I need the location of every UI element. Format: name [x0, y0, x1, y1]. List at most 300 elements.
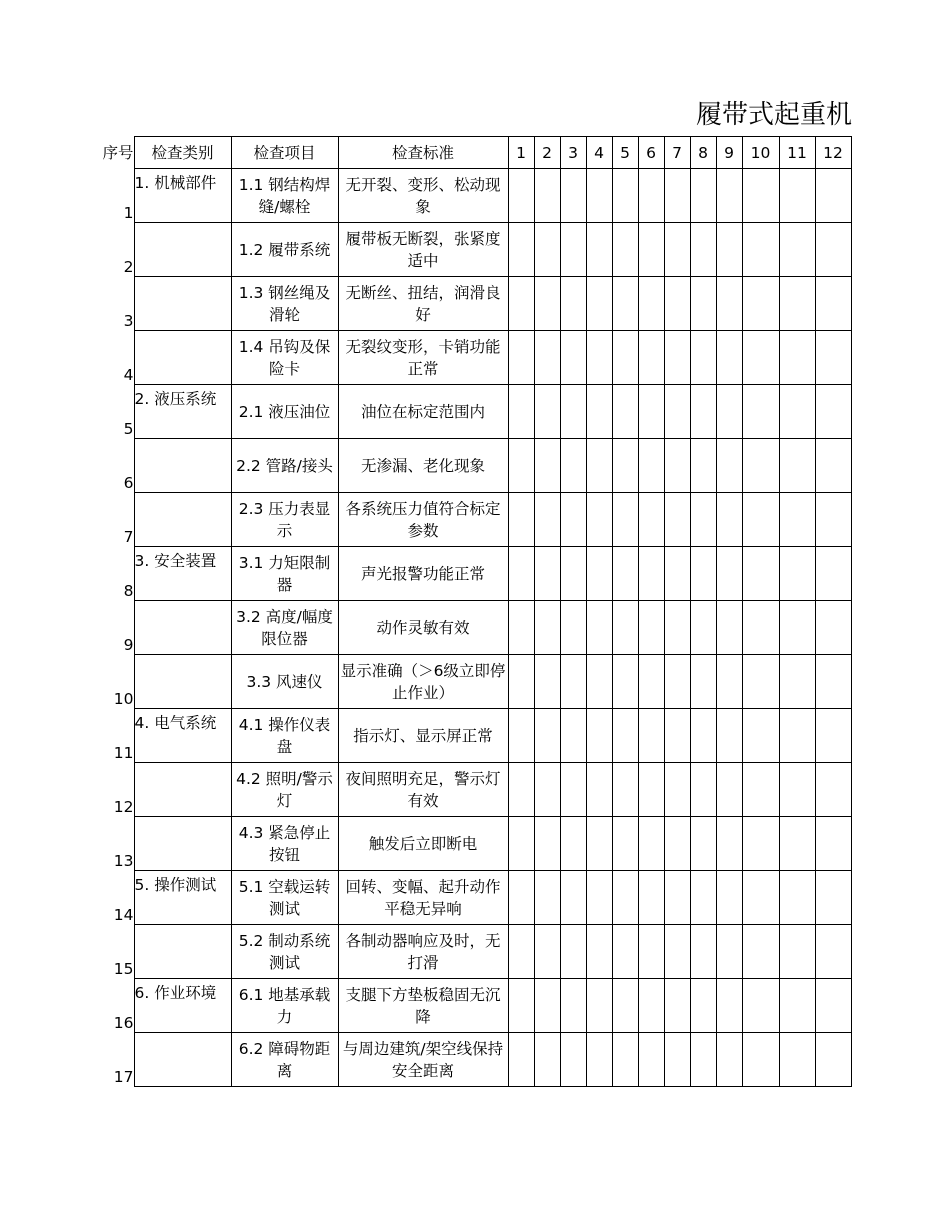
check-cell-day-7[interactable] [664, 601, 690, 655]
check-cell-day-11[interactable] [779, 493, 815, 547]
header-day-1: 1 [508, 137, 534, 169]
row-seq: 11 [113, 743, 134, 762]
check-cell-day-6[interactable] [638, 871, 664, 925]
table-row [83, 871, 851, 925]
check-cell-day-7[interactable] [664, 277, 690, 331]
check-cell-day-7[interactable] [664, 655, 690, 709]
check-cell-day-3[interactable] [560, 925, 586, 979]
row-category [134, 925, 231, 979]
sheet-title: 履带式起重机 [695, 100, 852, 130]
check-cell-day-2[interactable] [534, 277, 560, 331]
check-cell-day-8[interactable] [690, 871, 716, 925]
table-row [83, 493, 851, 547]
check-cell-day-11[interactable] [779, 709, 815, 763]
check-cell-day-3[interactable] [560, 979, 586, 1033]
row-standard: 回转、变幅、起升动作平稳无异响 [338, 871, 508, 925]
row-item: 1.4 吊钩及保险卡 [231, 331, 338, 385]
check-cell-day-1[interactable] [508, 385, 534, 439]
check-cell-day-11[interactable] [779, 439, 815, 493]
row-seq: 3 [123, 311, 134, 330]
check-cell-day-11[interactable] [779, 763, 815, 817]
row-seq: 13 [113, 851, 134, 870]
check-cell-day-2[interactable] [534, 871, 560, 925]
check-cell-day-10[interactable] [742, 601, 779, 655]
row-category-label: 1. 机械部件 [134, 173, 217, 192]
check-cell-day-3[interactable] [560, 385, 586, 439]
check-cell-day-7[interactable] [664, 817, 690, 871]
check-cell-day-6[interactable] [638, 277, 664, 331]
row-seq: 15 [113, 959, 134, 978]
check-cell-day-3[interactable] [560, 547, 586, 601]
check-cell-day-4[interactable] [586, 223, 612, 277]
check-cell-day-9[interactable] [716, 871, 742, 925]
check-cell-day-12[interactable] [815, 655, 851, 709]
check-cell-day-12[interactable] [815, 493, 851, 547]
check-cell-day-2[interactable] [534, 169, 560, 223]
check-cell-day-6[interactable] [638, 655, 664, 709]
check-cell-day-5[interactable] [612, 925, 638, 979]
check-cell-day-1[interactable] [508, 277, 534, 331]
row-item: 3.2 高度/幅度限位器 [231, 601, 338, 655]
row-seq: 4 [123, 365, 134, 384]
check-cell-day-6[interactable] [638, 331, 664, 385]
check-cell-day-12[interactable] [815, 277, 851, 331]
check-cell-day-4[interactable] [586, 871, 612, 925]
table-row [83, 1033, 851, 1087]
check-cell-day-3[interactable] [560, 493, 586, 547]
row-category [134, 763, 231, 817]
check-cell-day-5[interactable] [612, 331, 638, 385]
check-cell-day-6[interactable] [638, 493, 664, 547]
row-category [134, 979, 231, 1033]
row-standard: 声光报警功能正常 [338, 547, 508, 601]
check-cell-day-6[interactable] [638, 601, 664, 655]
row-seq: 6 [123, 473, 134, 492]
check-cell-day-10[interactable] [742, 817, 779, 871]
check-cell-day-6[interactable] [638, 763, 664, 817]
check-cell-day-10[interactable] [742, 493, 779, 547]
check-cell-day-9[interactable] [716, 709, 742, 763]
check-cell-day-1[interactable] [508, 547, 534, 601]
check-cell-day-10[interactable] [742, 223, 779, 277]
check-cell-day-7[interactable] [664, 1033, 690, 1087]
row-seq: 7 [123, 527, 134, 546]
check-cell-day-8[interactable] [690, 1033, 716, 1087]
check-cell-day-3[interactable] [560, 871, 586, 925]
check-cell-day-10[interactable] [742, 925, 779, 979]
check-cell-day-12[interactable] [815, 763, 851, 817]
check-cell-day-9[interactable] [716, 547, 742, 601]
check-cell-day-9[interactable] [716, 493, 742, 547]
check-cell-day-1[interactable] [508, 655, 534, 709]
row-item: 4.3 紧急停止按钮 [231, 817, 338, 871]
check-cell-day-11[interactable] [779, 277, 815, 331]
check-cell-day-1[interactable] [508, 979, 534, 1033]
check-cell-day-6[interactable] [638, 1033, 664, 1087]
row-item: 1.2 履带系统 [231, 223, 338, 277]
row-seq: 1 [123, 203, 134, 222]
check-cell-day-8[interactable] [690, 601, 716, 655]
row-seq: 10 [113, 689, 134, 708]
check-cell-day-8[interactable] [690, 493, 716, 547]
check-cell-day-5[interactable] [612, 1033, 638, 1087]
row-category-label: 3. 安全装置 [134, 551, 217, 570]
check-cell-day-5[interactable] [612, 601, 638, 655]
check-cell-day-4[interactable] [586, 655, 612, 709]
check-cell-day-11[interactable] [779, 979, 815, 1033]
check-cell-day-8[interactable] [690, 655, 716, 709]
check-cell-day-12[interactable] [815, 925, 851, 979]
check-cell-day-11[interactable] [779, 655, 815, 709]
row-seq: 12 [113, 797, 134, 816]
row-category [134, 385, 231, 439]
check-cell-day-10[interactable] [742, 277, 779, 331]
table-row [83, 817, 851, 871]
check-cell-day-7[interactable] [664, 871, 690, 925]
check-cell-day-8[interactable] [690, 979, 716, 1033]
check-cell-day-7[interactable] [664, 763, 690, 817]
row-category [134, 655, 231, 709]
check-cell-day-3[interactable] [560, 169, 586, 223]
table-row [83, 385, 851, 439]
check-cell-day-9[interactable] [716, 439, 742, 493]
check-cell-day-2[interactable] [534, 817, 560, 871]
check-cell-day-9[interactable] [716, 331, 742, 385]
check-cell-day-4[interactable] [586, 763, 612, 817]
check-cell-day-5[interactable] [612, 547, 638, 601]
check-cell-day-12[interactable] [815, 817, 851, 871]
row-standard: 触发后立即断电 [338, 817, 508, 871]
check-cell-day-8[interactable] [690, 547, 716, 601]
table-row [83, 439, 851, 493]
check-cell-day-2[interactable] [534, 331, 560, 385]
table-row [83, 277, 851, 331]
check-cell-day-5[interactable] [612, 385, 638, 439]
header-day-6: 6 [638, 137, 664, 169]
check-cell-day-7[interactable] [664, 979, 690, 1033]
check-cell-day-2[interactable] [534, 925, 560, 979]
check-cell-day-3[interactable] [560, 709, 586, 763]
check-cell-day-9[interactable] [716, 601, 742, 655]
check-cell-day-9[interactable] [716, 979, 742, 1033]
check-cell-day-12[interactable] [815, 385, 851, 439]
row-seq: 14 [113, 905, 134, 924]
check-cell-day-3[interactable] [560, 763, 586, 817]
check-cell-day-11[interactable] [779, 169, 815, 223]
check-cell-day-2[interactable] [534, 1033, 560, 1087]
check-cell-day-3[interactable] [560, 331, 586, 385]
check-cell-day-10[interactable] [742, 385, 779, 439]
check-cell-day-8[interactable] [690, 925, 716, 979]
check-cell-day-11[interactable] [779, 871, 815, 925]
check-cell-day-11[interactable] [779, 547, 815, 601]
check-cell-day-12[interactable] [815, 601, 851, 655]
header-day-7: 7 [664, 137, 690, 169]
header-day-5: 5 [612, 137, 638, 169]
row-item: 4.2 照明/警示灯 [231, 763, 338, 817]
table-row [83, 925, 851, 979]
check-cell-day-2[interactable] [534, 763, 560, 817]
check-cell-day-9[interactable] [716, 223, 742, 277]
check-cell-day-2[interactable] [534, 223, 560, 277]
check-cell-day-10[interactable] [742, 655, 779, 709]
row-category-label: 6. 作业环境 [134, 983, 217, 1002]
check-cell-day-12[interactable] [815, 331, 851, 385]
check-cell-day-8[interactable] [690, 277, 716, 331]
check-cell-day-10[interactable] [742, 871, 779, 925]
check-cell-day-4[interactable] [586, 817, 612, 871]
check-cell-day-12[interactable] [815, 223, 851, 277]
check-cell-day-4[interactable] [586, 385, 612, 439]
row-item: 1.3 钢丝绳及滑轮 [231, 277, 338, 331]
check-cell-day-7[interactable] [664, 385, 690, 439]
row-category [134, 709, 231, 763]
check-cell-day-11[interactable] [779, 331, 815, 385]
check-cell-day-9[interactable] [716, 385, 742, 439]
check-cell-day-10[interactable] [742, 709, 779, 763]
check-cell-day-2[interactable] [534, 547, 560, 601]
table-row [83, 763, 851, 817]
check-cell-day-2[interactable] [534, 385, 560, 439]
check-cell-day-8[interactable] [690, 223, 716, 277]
check-cell-day-6[interactable] [638, 817, 664, 871]
row-item: 2.3 压力表显示 [231, 493, 338, 547]
check-cell-day-3[interactable] [560, 439, 586, 493]
check-cell-day-8[interactable] [690, 817, 716, 871]
check-cell-day-1[interactable] [508, 709, 534, 763]
check-cell-day-4[interactable] [586, 709, 612, 763]
check-cell-day-9[interactable] [716, 763, 742, 817]
check-cell-day-4[interactable] [586, 493, 612, 547]
row-standard: 与周边建筑/架空线保持安全距离 [338, 1033, 508, 1087]
row-category [134, 547, 231, 601]
row-seq: 17 [113, 1067, 134, 1086]
header-day-11: 11 [779, 137, 815, 169]
row-seq: 2 [123, 257, 134, 276]
check-cell-day-11[interactable] [779, 601, 815, 655]
check-cell-day-4[interactable] [586, 601, 612, 655]
row-standard: 油位在标定范围内 [338, 385, 508, 439]
check-cell-day-2[interactable] [534, 655, 560, 709]
check-cell-day-4[interactable] [586, 277, 612, 331]
check-cell-day-11[interactable] [779, 385, 815, 439]
check-cell-day-5[interactable] [612, 655, 638, 709]
row-seq: 5 [123, 419, 134, 438]
check-cell-day-6[interactable] [638, 925, 664, 979]
check-cell-day-6[interactable] [638, 169, 664, 223]
check-cell-day-7[interactable] [664, 709, 690, 763]
check-cell-day-10[interactable] [742, 439, 779, 493]
check-cell-day-7[interactable] [664, 925, 690, 979]
check-cell-day-4[interactable] [586, 547, 612, 601]
check-cell-day-6[interactable] [638, 439, 664, 493]
check-cell-day-12[interactable] [815, 169, 851, 223]
header-day-3: 3 [560, 137, 586, 169]
check-cell-day-5[interactable] [612, 223, 638, 277]
check-cell-day-9[interactable] [716, 277, 742, 331]
inspection-table [83, 136, 852, 1087]
header-day-8: 8 [690, 137, 716, 169]
check-cell-day-5[interactable] [612, 979, 638, 1033]
check-cell-day-2[interactable] [534, 493, 560, 547]
check-cell-day-2[interactable] [534, 979, 560, 1033]
check-cell-day-12[interactable] [815, 547, 851, 601]
check-cell-day-2[interactable] [534, 439, 560, 493]
check-cell-day-12[interactable] [815, 439, 851, 493]
header-day-4: 4 [586, 137, 612, 169]
table-row [83, 547, 851, 601]
check-cell-day-3[interactable] [560, 277, 586, 331]
check-cell-day-9[interactable] [716, 925, 742, 979]
check-cell-day-9[interactable] [716, 655, 742, 709]
check-cell-day-9[interactable] [716, 817, 742, 871]
row-standard: 动作灵敏有效 [338, 601, 508, 655]
row-standard: 支腿下方垫板稳固无沉降 [338, 979, 508, 1033]
row-standard: 无裂纹变形，卡销功能正常 [338, 331, 508, 385]
check-cell-day-4[interactable] [586, 331, 612, 385]
check-cell-day-12[interactable] [815, 871, 851, 925]
check-cell-day-12[interactable] [815, 1033, 851, 1087]
check-cell-day-1[interactable] [508, 169, 534, 223]
check-cell-day-2[interactable] [534, 709, 560, 763]
row-seq: 9 [123, 635, 134, 654]
check-cell-day-3[interactable] [560, 601, 586, 655]
check-cell-day-1[interactable] [508, 871, 534, 925]
check-cell-day-6[interactable] [638, 709, 664, 763]
check-cell-day-8[interactable] [690, 763, 716, 817]
check-cell-day-7[interactable] [664, 223, 690, 277]
header-seq: 序号 [102, 143, 134, 162]
row-item: 6.2 障碍物距离 [231, 1033, 338, 1087]
check-cell-day-10[interactable] [742, 1033, 779, 1087]
header-category: 检查类别 [134, 137, 231, 169]
table-body [83, 169, 851, 1087]
check-cell-day-10[interactable] [742, 547, 779, 601]
row-seq: 16 [113, 1013, 134, 1032]
row-category [134, 223, 231, 277]
row-item: 1.1 钢结构焊缝/螺栓 [231, 169, 338, 223]
check-cell-day-3[interactable] [560, 655, 586, 709]
check-cell-day-1[interactable] [508, 223, 534, 277]
row-category-label: 5. 操作测试 [134, 875, 217, 894]
row-standard: 无开裂、变形、松动现象 [338, 169, 508, 223]
check-cell-day-9[interactable] [716, 1033, 742, 1087]
check-cell-day-4[interactable] [586, 439, 612, 493]
check-cell-day-10[interactable] [742, 331, 779, 385]
row-standard: 履带板无断裂，张紧度适中 [338, 223, 508, 277]
row-standard: 各系统压力值符合标定参数 [338, 493, 508, 547]
header-day-2: 2 [534, 137, 560, 169]
row-item: 2.2 管路/接头 [231, 439, 338, 493]
check-cell-day-11[interactable] [779, 817, 815, 871]
check-cell-day-5[interactable] [612, 817, 638, 871]
row-item: 6.1 地基承载力 [231, 979, 338, 1033]
row-category [134, 277, 231, 331]
check-cell-day-1[interactable] [508, 1033, 534, 1087]
check-cell-day-11[interactable] [779, 223, 815, 277]
table-row [83, 601, 851, 655]
check-cell-day-5[interactable] [612, 277, 638, 331]
check-cell-day-5[interactable] [612, 439, 638, 493]
check-cell-day-8[interactable] [690, 385, 716, 439]
check-cell-day-2[interactable] [534, 601, 560, 655]
check-cell-day-8[interactable] [690, 331, 716, 385]
check-cell-day-4[interactable] [586, 1033, 612, 1087]
check-cell-day-11[interactable] [779, 1033, 815, 1087]
check-cell-day-1[interactable] [508, 817, 534, 871]
row-item: 3.3 风速仪 [231, 655, 338, 709]
check-cell-day-6[interactable] [638, 547, 664, 601]
check-cell-day-6[interactable] [638, 385, 664, 439]
check-cell-day-7[interactable] [664, 493, 690, 547]
check-cell-day-5[interactable] [612, 763, 638, 817]
row-item: 3.1 力矩限制器 [231, 547, 338, 601]
table-row [83, 709, 851, 763]
table-row [83, 169, 851, 223]
row-category [134, 871, 231, 925]
check-cell-day-11[interactable] [779, 925, 815, 979]
table-row [83, 223, 851, 277]
row-category-label: 2. 液压系统 [134, 389, 217, 408]
row-standard: 指示灯、显示屏正常 [338, 709, 508, 763]
row-seq: 8 [123, 581, 134, 600]
header-day-9: 9 [716, 137, 742, 169]
check-cell-day-7[interactable] [664, 439, 690, 493]
row-category [134, 331, 231, 385]
check-cell-day-10[interactable] [742, 169, 779, 223]
check-cell-day-7[interactable] [664, 547, 690, 601]
check-cell-day-1[interactable] [508, 925, 534, 979]
header-item: 检查项目 [231, 137, 338, 169]
table-row [83, 331, 851, 385]
check-cell-day-8[interactable] [690, 169, 716, 223]
check-cell-day-12[interactable] [815, 709, 851, 763]
check-cell-day-1[interactable] [508, 331, 534, 385]
check-cell-day-1[interactable] [508, 601, 534, 655]
check-cell-day-12[interactable] [815, 979, 851, 1033]
check-cell-day-5[interactable] [612, 169, 638, 223]
row-standard: 夜间照明充足，警示灯有效 [338, 763, 508, 817]
check-cell-day-10[interactable] [742, 763, 779, 817]
check-cell-day-8[interactable] [690, 439, 716, 493]
check-cell-day-5[interactable] [612, 871, 638, 925]
check-cell-day-7[interactable] [664, 331, 690, 385]
row-item: 5.2 制动系统测试 [231, 925, 338, 979]
check-cell-day-7[interactable] [664, 169, 690, 223]
check-cell-day-3[interactable] [560, 223, 586, 277]
check-cell-day-1[interactable] [508, 439, 534, 493]
check-cell-day-4[interactable] [586, 925, 612, 979]
check-cell-day-6[interactable] [638, 979, 664, 1033]
row-standard: 无渗漏、老化现象 [338, 439, 508, 493]
check-cell-day-5[interactable] [612, 709, 638, 763]
check-cell-day-3[interactable] [560, 817, 586, 871]
check-cell-day-9[interactable] [716, 169, 742, 223]
row-item: 2.1 液压油位 [231, 385, 338, 439]
check-cell-day-1[interactable] [508, 763, 534, 817]
check-cell-day-6[interactable] [638, 223, 664, 277]
check-cell-day-10[interactable] [742, 979, 779, 1033]
check-cell-day-4[interactable] [586, 169, 612, 223]
check-cell-day-1[interactable] [508, 493, 534, 547]
check-cell-day-8[interactable] [690, 709, 716, 763]
row-item: 4.1 操作仪表盘 [231, 709, 338, 763]
row-category [134, 493, 231, 547]
table-row [83, 655, 851, 709]
check-cell-day-5[interactable] [612, 493, 638, 547]
check-cell-day-3[interactable] [560, 1033, 586, 1087]
check-cell-day-4[interactable] [586, 979, 612, 1033]
